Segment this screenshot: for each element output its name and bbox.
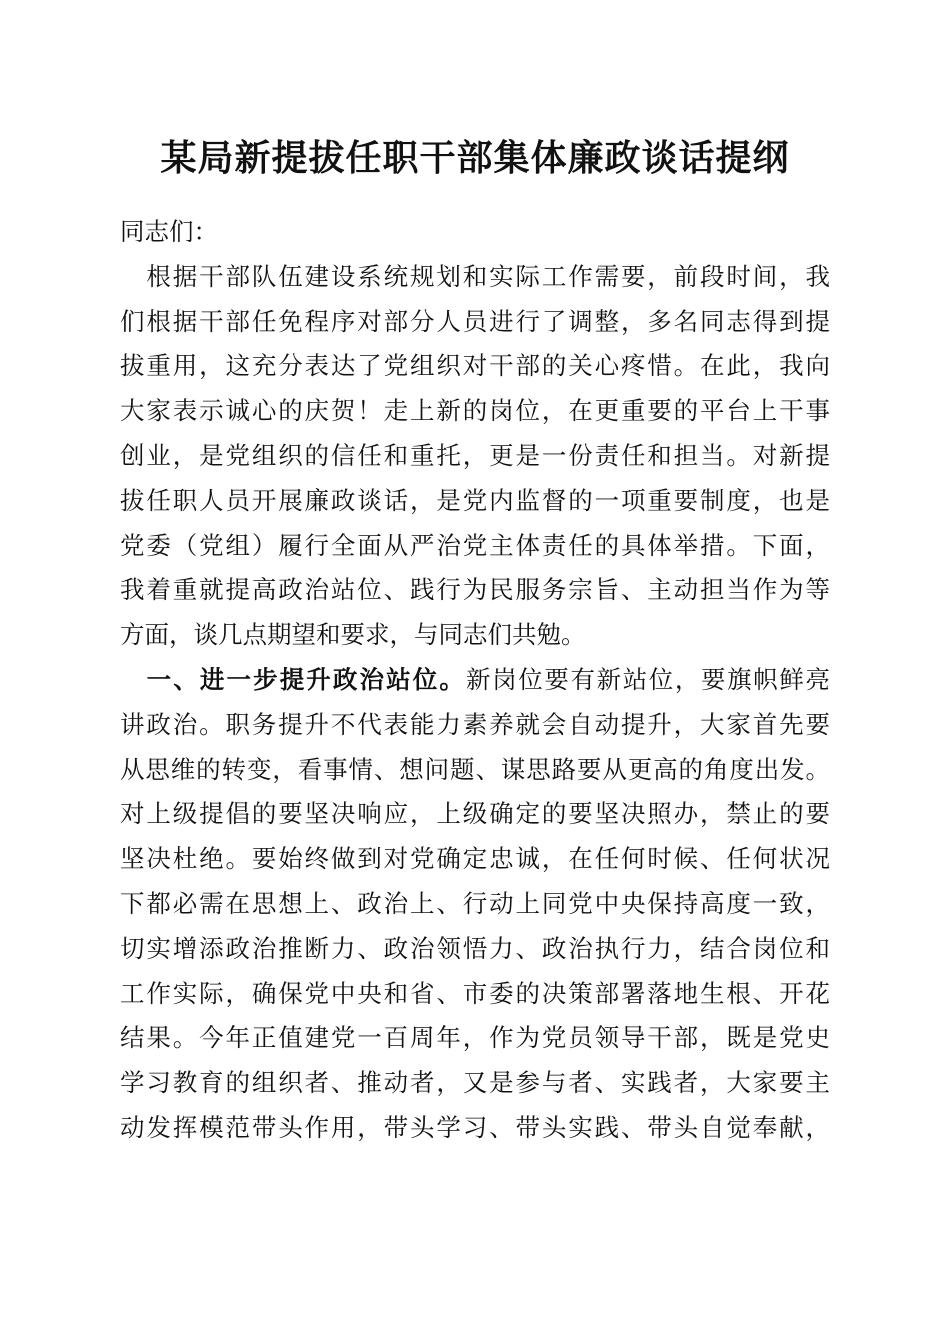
paragraph-line: 大家表示诚心的庆贺！走上新的岗位，在更重要的平台上干事 xyxy=(120,396,830,426)
document-title: 某局新提拔任职干部集体廉政谈话提纲 xyxy=(160,137,790,179)
paragraph-line: 党委（党组）履行全面从严治党主体责任的具体举措。下面， xyxy=(120,530,830,560)
section-heading: 一、进一步提升政治站位。 xyxy=(120,664,466,694)
paragraph-line: 创业，是党组织的信任和重托，更是一份责任和担当。对新提 xyxy=(120,440,830,470)
paragraph-line: 我着重就提高政治站位、践行为民服务宗旨、主动担当作为等 xyxy=(120,575,830,605)
document-body xyxy=(120,210,830,1151)
paragraph-line: 根据干部队伍建设系统规划和实际工作需要，前段时间，我 xyxy=(120,261,830,291)
paragraph-line xyxy=(120,658,830,703)
paragraph-line: 结果。今年正值建党一百周年，作为党员领导干部，既是党史 xyxy=(120,1023,830,1053)
paragraph-line: 下都必需在思想上、政治上、行动上同党中央保持高度一致， xyxy=(120,888,830,918)
salutation-line: 同志们： xyxy=(120,217,218,246)
salutation xyxy=(120,210,830,255)
paragraph-line: 坚决杜绝。要始终做到对党确定忠诚，在任何时候、任何状况 xyxy=(120,844,830,874)
paragraph-line: 切实增添政治推断力、政治领悟力、政治执行力，结合岗位和 xyxy=(120,933,830,963)
paragraph-line: 们根据干部任免程序对部分人员进行了调整，多名同志得到提 xyxy=(120,306,830,336)
paragraph-line: 拔重用，这充分表达了党组织对干部的关心疼惜。在此，我向 xyxy=(120,351,830,381)
paragraph-line: 拔任职人员开展廉政谈话，是党内监督的一项重要制度，也是 xyxy=(120,485,830,515)
paragraph-line: 从思维的转变，看事情、想问题、谋思路要从更高的角度出发。 xyxy=(120,754,830,784)
section-heading-continuation: 新岗位要有新站位，要旗帜鲜亮 xyxy=(466,664,830,694)
paragraph-line: 对上级提倡的要坚决响应，上级确定的要坚决照办，禁止的要 xyxy=(120,799,830,829)
paragraph-line: 工作实际，确保党中央和省、市委的决策部署落地生根、开花 xyxy=(120,978,830,1008)
paragraph-line: 学习教育的组织者、推动者，又是参与者、实践者，大家要主 xyxy=(120,1068,830,1098)
paragraph-line: 方面，谈几点期望和要求，与同志们共勉。 xyxy=(120,620,586,650)
paragraph-line: 动发挥模范带头作用，带头学习、带头实践、带头自觉奉献， xyxy=(120,1112,830,1142)
paragraph-intro xyxy=(120,255,830,658)
paragraph-line: 讲政治。职务提升不代表能力素养就会自动提升，大家首先要 xyxy=(120,709,830,739)
paragraph-section-1 xyxy=(120,658,830,1151)
